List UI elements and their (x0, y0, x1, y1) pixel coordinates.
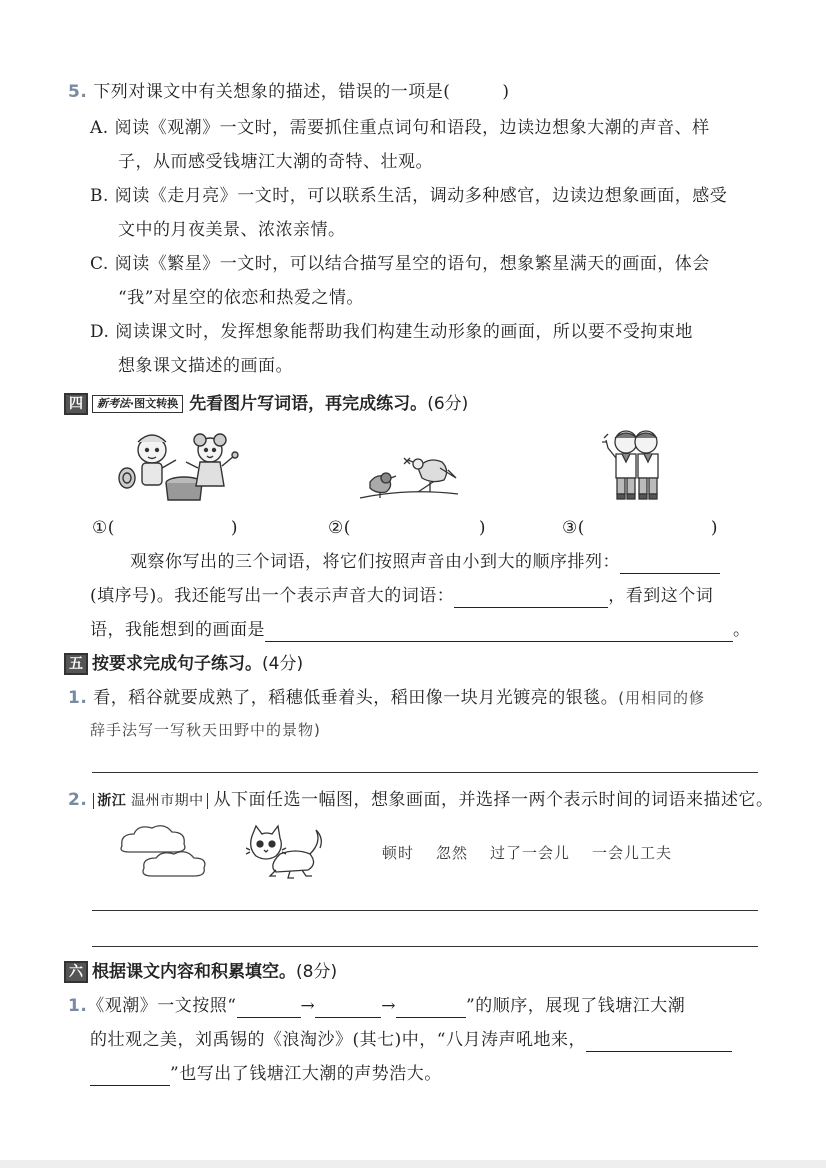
section-6-heading: 根据课文内容和积累填空。 (92, 962, 296, 982)
sec5-q2-number: 2. (68, 790, 88, 810)
time-word-3: 过了一会儿 (490, 844, 571, 862)
blank-3[interactable]: ③( ) (562, 518, 719, 538)
sec5-q1-line1 (68, 686, 705, 710)
sec5-q2-answer-line-1[interactable] (92, 910, 758, 911)
sequence-blank-1[interactable] (237, 998, 301, 1018)
q5-paren-close: ) (502, 82, 510, 102)
sec6-q1-line3: ”也写出了钱塘江大潮的声势浩大。 (90, 1062, 442, 1086)
sec5-q1-line2 (90, 718, 321, 742)
q5-option-d-line2: 想象课文描述的画面。 (118, 356, 293, 376)
sec6-q1-number: 1. (68, 996, 88, 1016)
loud-word-blank[interactable] (454, 588, 608, 608)
section-6-title (64, 960, 337, 984)
sec5-q1-answer-line[interactable] (92, 772, 758, 773)
birds-on-branch-illustration (358, 448, 462, 504)
sec5-q1-hint-a: (用相同的修 (618, 689, 706, 707)
new-method-tag: 新考法·图文转换 (92, 395, 183, 413)
section-4-heading: 先看图片写词语，再完成练习。 (189, 394, 428, 414)
sec5-q2-text: 从下面任选一幅图，想象画面，并选择一两个表示时间的词语来描述它。 (213, 790, 774, 810)
section-5-badge: 五 (64, 653, 88, 675)
sec6-q1-line2: 的壮观之美，刘禹锡的《浪淘沙》(其七)中，“八月涛声吼地来， (90, 1028, 732, 1052)
clouds-illustration (116, 822, 210, 880)
order-answer-blank[interactable] (620, 554, 720, 574)
q5-stem (68, 80, 509, 104)
cat-illustration (246, 824, 328, 880)
section-4-points: (6分) (427, 394, 469, 414)
sec6-q1-line1: 1.《观潮》一文按照“ → → ”的顺序，展现了钱塘江大潮 (68, 996, 686, 1016)
scene-answer-blank[interactable] (265, 622, 733, 642)
sec4-scene-line: 语，我能想到的画面是 。 (90, 620, 751, 640)
page-bottom-edge (0, 1160, 826, 1168)
q5-option-c-line2: “我”对星空的依恋和热爱之情。 (118, 288, 364, 308)
sequence-blank-2[interactable] (315, 998, 381, 1018)
section-4-badge: 四 (64, 393, 88, 415)
sec5-q1-hint-b: 辞手法写一写秋天田野中的景物) (90, 721, 321, 739)
section-6-points: (8分) (296, 962, 338, 982)
sec4-order-line: 观察你写出的三个词语，将它们按照声音由小到大的顺序排列： (130, 550, 720, 574)
sec5-q1-text: 看，稻谷就要成熟了，稻穗低垂着头，稻田像一块月光镀亮的银毯。 (93, 688, 619, 708)
sec5-q2-answer-line-2[interactable] (92, 946, 758, 947)
sec5-q2-line (68, 788, 774, 813)
boys-whispering-illustration (602, 428, 672, 506)
section-4-title (64, 392, 468, 416)
kids-drumming-illustration (112, 428, 242, 506)
q5-option-b-line2: 文中的月夜美景、浓浓亲情。 (118, 220, 346, 240)
blank-2[interactable]: ②( ) (328, 518, 487, 538)
blank-1[interactable]: ①( ) (92, 518, 239, 538)
q5-stem-text: 下列对课文中有关想象的描述，错误的一项是( (93, 82, 451, 102)
q5-number: 5. (68, 82, 88, 102)
time-word-1: 顿时 (382, 844, 415, 862)
source-tag: 浙江 温州市期中 (93, 793, 207, 809)
time-words (382, 842, 694, 863)
poem-blank[interactable] (586, 1032, 732, 1052)
q5-option-a-line1: A. 阅读《观潮》一文时，需要抓住重点词句和语段，边读边想象大潮的声音、样 (90, 118, 710, 138)
section-6-badge: 六 (64, 961, 88, 983)
q5-option-c-line1: C. 阅读《繁星》一文时，可以结合描写星空的语句，想象繁星满天的画面，体会 (90, 254, 710, 274)
sec5-q1-number: 1. (68, 688, 88, 708)
q5-option-a-line2: 子，从而感受钱塘江大潮的奇特、壮观。 (118, 152, 433, 172)
section-5-heading: 按要求完成句子练习。 (92, 654, 262, 674)
sequence-blank-3[interactable] (396, 998, 466, 1018)
q5-option-d-line1: D. 阅读课文时，发挥想象能帮助我们构建生动形象的画面，所以要不受拘束地 (90, 322, 693, 342)
sec4-loud-word-line: (填序号)。我还能写出一个表示声音大的词语： ，看到这个词 (90, 586, 714, 606)
time-word-4: 一会儿工夫 (592, 844, 673, 862)
time-word-2: 忽然 (436, 844, 469, 862)
section-5-title (64, 652, 303, 676)
section-5-points: (4分) (262, 654, 304, 674)
q5-option-b-line1: B. 阅读《走月亮》一文时，可以联系生活，调动多种感官，边读边想象画面，感受 (90, 186, 728, 206)
poem-blank-continued[interactable] (90, 1066, 170, 1086)
